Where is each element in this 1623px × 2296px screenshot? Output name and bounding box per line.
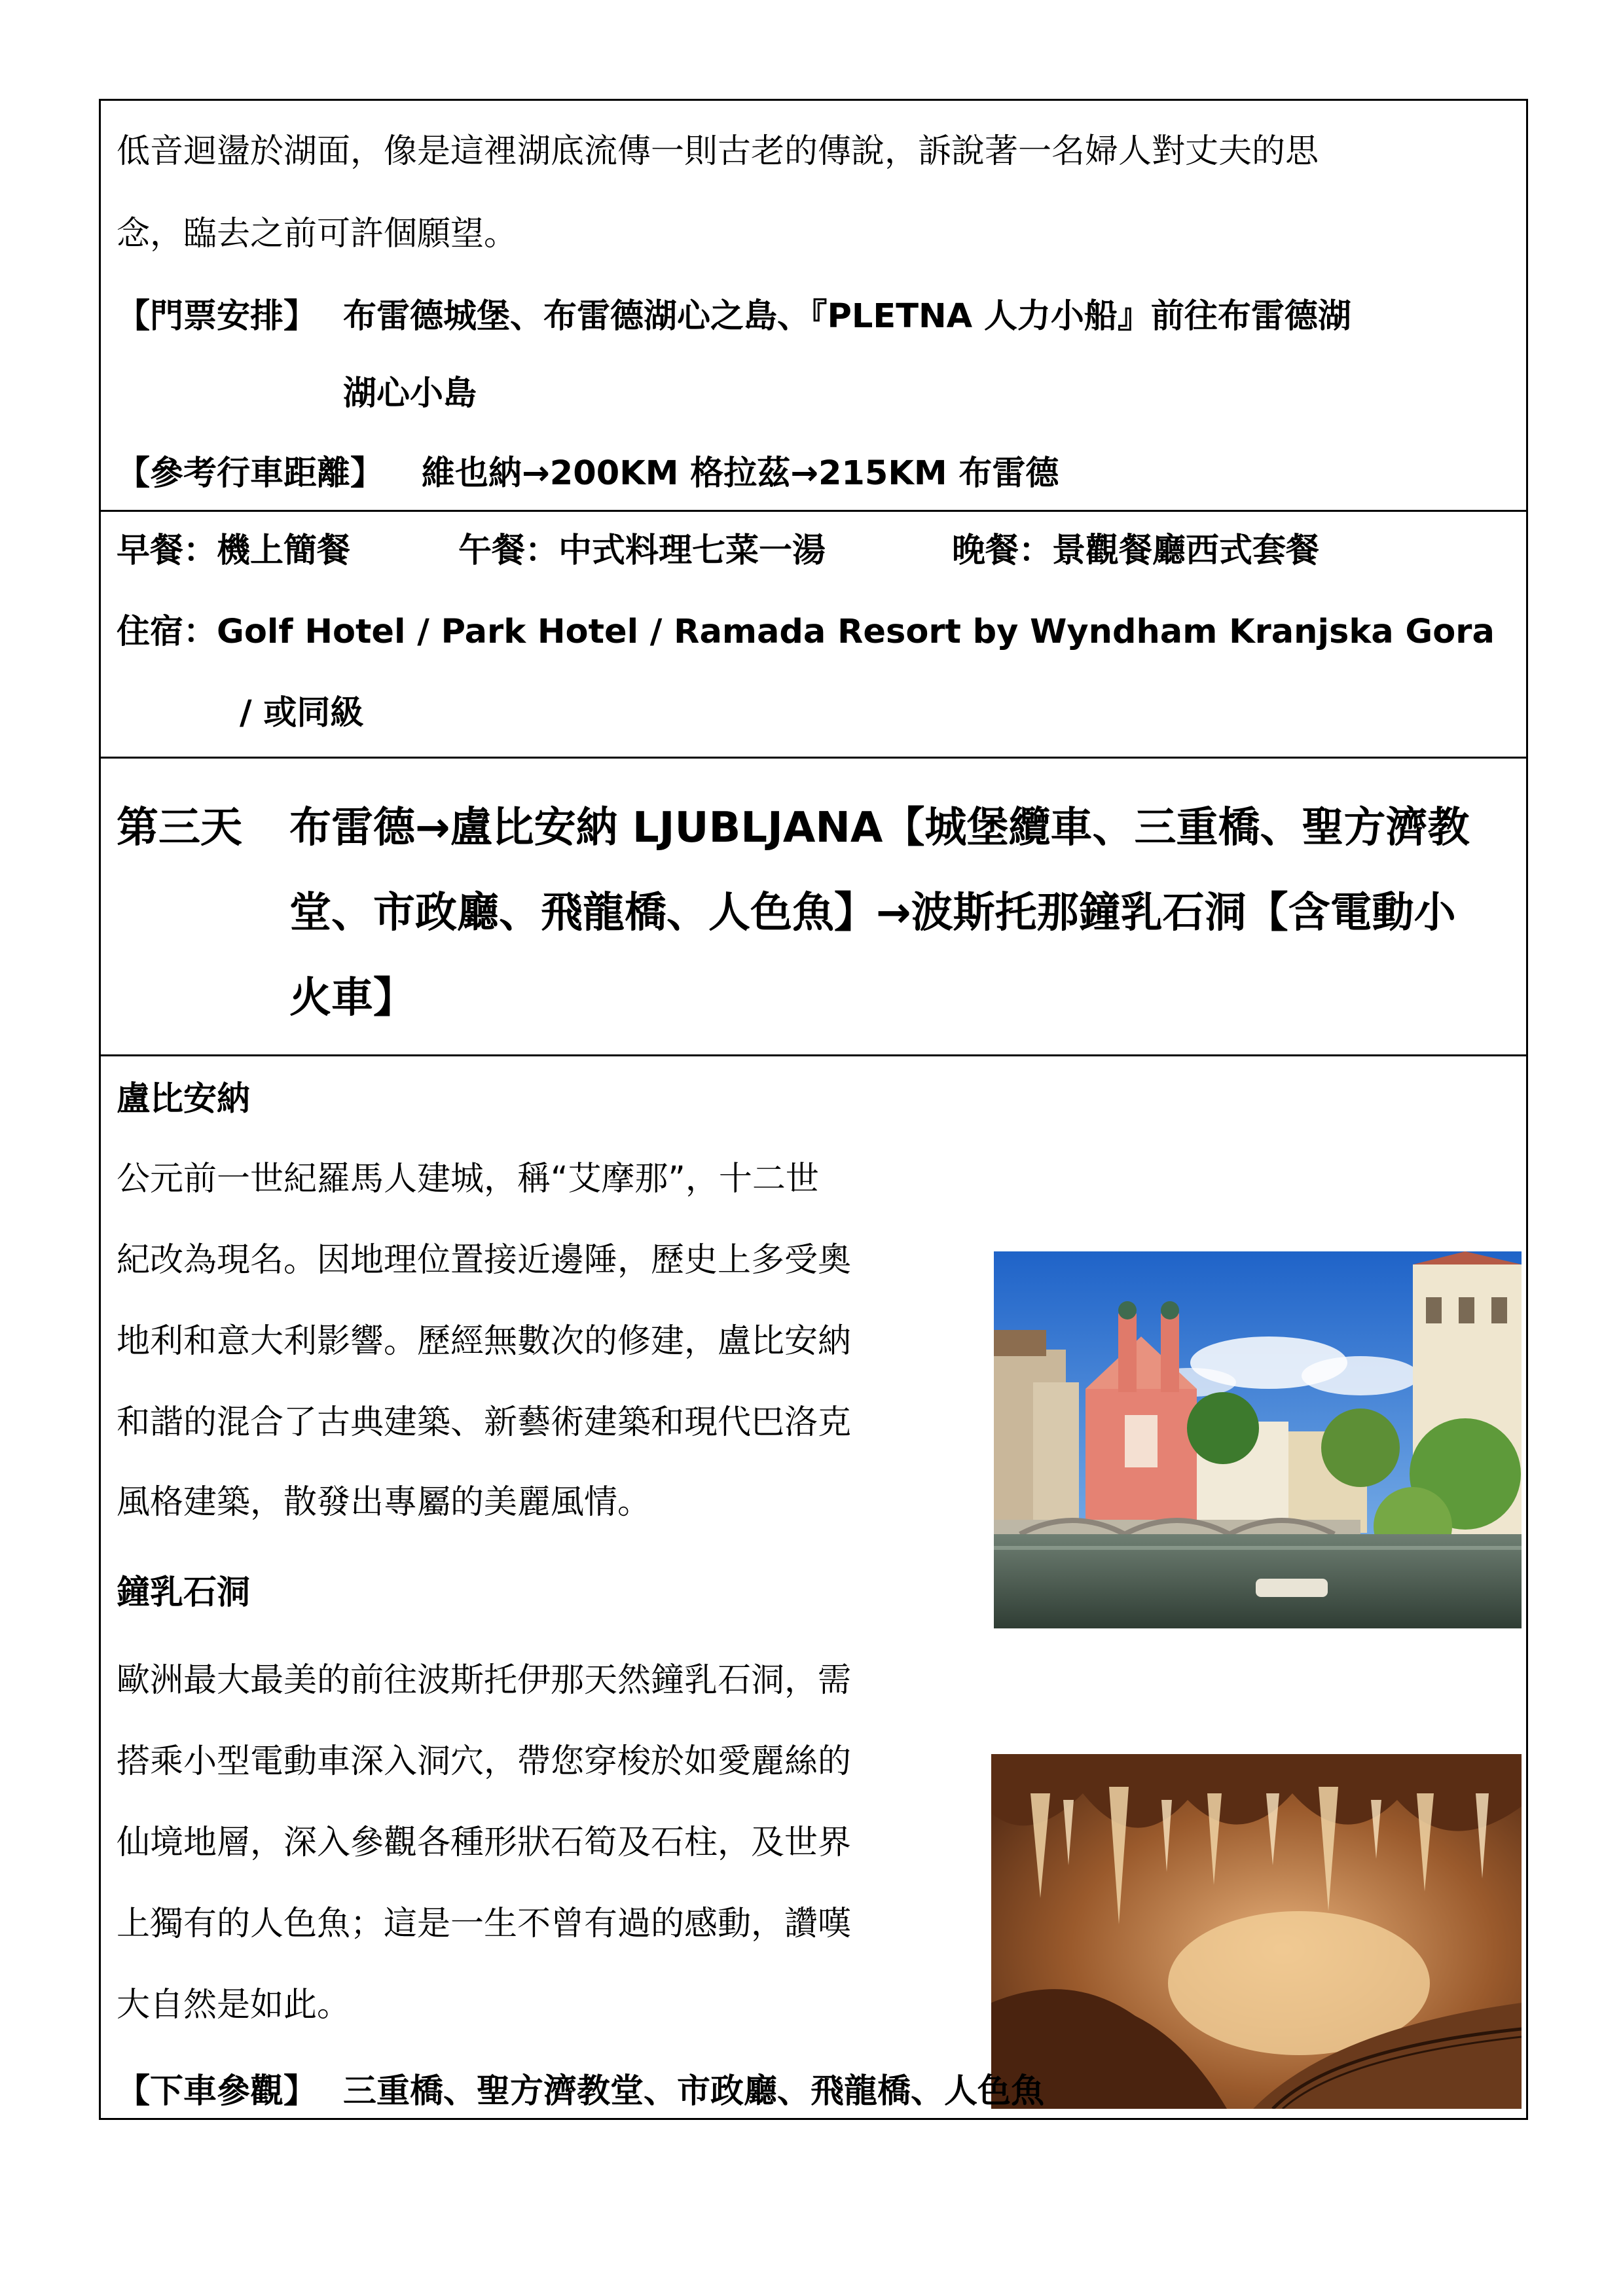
cave-heading: 鐘乳石洞 xyxy=(117,1573,251,1612)
tickets-label: 【門票安排】 xyxy=(117,297,318,336)
meals-cell xyxy=(101,512,1526,759)
ljubljana-text-line: 風格建築，散發出專屬的美麗風情。 xyxy=(117,1483,651,1522)
day-label: 第三天 xyxy=(117,804,242,852)
cave-photo xyxy=(991,1754,1522,2109)
ljubljana-text-line: 地利和意大利影響。歷經無數次的修建，盧比安納 xyxy=(117,1322,852,1361)
ljubljana-text-line: 公元前一世紀羅馬人建城，稱“艾摩那”，十二世 xyxy=(117,1160,819,1198)
distance-value: 維也納→200KM 格拉茲→215KM 布雷德 xyxy=(422,454,1059,493)
route-line3: 火車】 xyxy=(289,974,415,1022)
legend-text-line1: 低音迴盪於湖面，像是這裡湖底流傳一則古老的傳說，訴說著一名婦人對丈夫的思 xyxy=(117,132,1319,171)
ljubljana-text-line: 紀改為現名。因地理位置接近邊陲，歷史上多受奧 xyxy=(117,1241,852,1280)
route-line1: 布雷德→盧比安納 LJUBLJANA【城堡纜車、三重橋、聖方濟教 xyxy=(289,804,1470,852)
hotel-text-line2: / 或同級 xyxy=(240,694,364,732)
cave-text-line: 仙境地層，深入參觀各種形狀石筍及石柱，及世界 xyxy=(117,1823,852,1862)
lunch-text: 午餐：中式料理七菜一湯 xyxy=(458,531,826,570)
hotel-text-line1: 住宿：Golf Hotel / Park Hotel / Ramada Resort by Wyndham Kranjska Gora xyxy=(117,613,1495,651)
visit-label: 【下車參觀】 xyxy=(117,2072,318,2111)
tickets-line2: 湖心小島 xyxy=(343,374,477,413)
route-line2: 堂、市政廳、飛龍橋、人色魚】→波斯托那鐘乳石洞【含電動小 xyxy=(289,889,1456,937)
breakfast-text: 早餐：機上簡餐 xyxy=(117,531,351,570)
cave-text-line: 搭乘小型電動車深入洞穴，帶您穿梭於如愛麗絲的 xyxy=(117,1742,852,1781)
cave-text-line: 歐洲最大最美的前往波斯托伊那天然鐘乳石洞，需 xyxy=(117,1661,852,1700)
ljubljana-heading: 盧比安納 xyxy=(117,1080,251,1119)
legend-text-line2: 念，臨去之前可許個願望。 xyxy=(117,215,518,253)
distance-label: 【參考行車距離】 xyxy=(117,454,384,493)
dinner-text: 晚餐：景觀餐廳西式套餐 xyxy=(952,531,1320,570)
itinerary-table xyxy=(99,99,1528,2120)
visit-value: 三重橋、聖方濟教堂、市政廳、飛龍橋、人色魚 xyxy=(343,2072,1045,2111)
ljubljana-photo xyxy=(994,1251,1522,1628)
ljubljana-text-line: 和諧的混合了古典建築、新藝術建築和現代巴洛克 xyxy=(117,1403,852,1442)
day3-details-cell xyxy=(101,1056,1526,2120)
day2-details-cell xyxy=(101,101,1526,512)
day3-title-cell xyxy=(101,759,1526,1056)
cave-text-line: 上獨有的人色魚；這是一生不曾有過的感動，讚嘆 xyxy=(117,1905,852,1943)
tickets-line1: 布雷德城堡、布雷德湖心之島、『PLETNA 人力小船』前往布雷德湖 xyxy=(343,297,1351,336)
cave-text-line: 大自然是如此。 xyxy=(117,1986,351,2024)
